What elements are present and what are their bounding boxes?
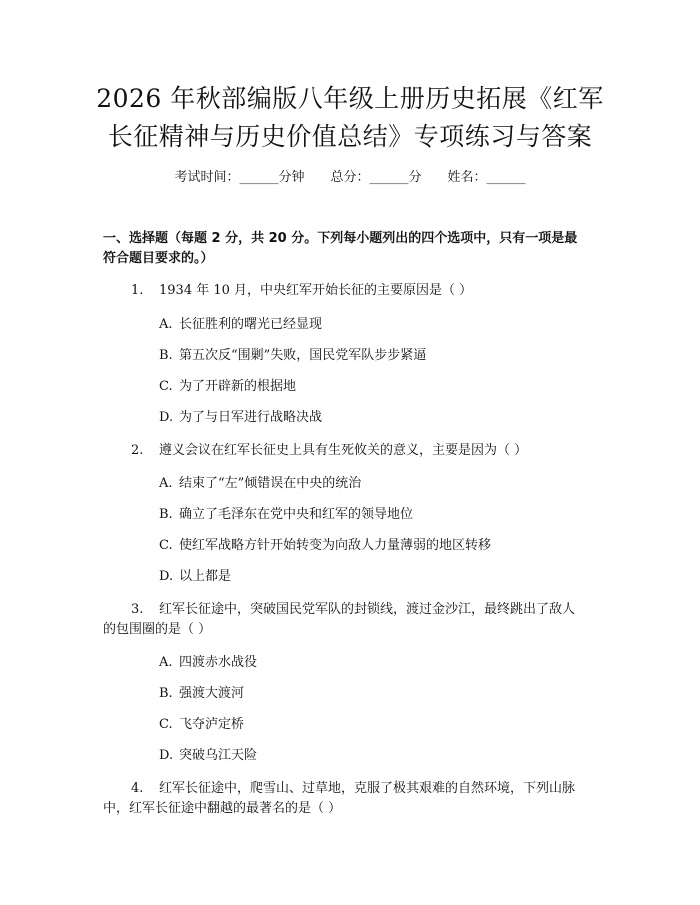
exam-info [0,168,700,188]
question-text: 1934 年 10 月，中央红军开始长征的主要原因是（ ） [159,283,473,298]
section-heading [103,229,603,269]
option-label: D. [159,748,174,763]
option-text: 为了与日军进行战略决战 [179,410,323,425]
option-text: 第五次反“围剿”失败，国民党军队步步紧逼 [179,348,427,363]
option-label: B. [159,507,173,522]
option-label: B. [159,686,173,701]
option-text: 四渡赤水战役 [179,655,258,670]
option-label: C. [159,538,173,553]
question-number: 3. [131,602,144,617]
option-text: 强渡大渡河 [179,686,245,701]
page-title-line-1: 2026 年秋部编版八年级上册历史拓展《红军 [96,84,604,113]
question-2-option-d [159,567,231,587]
option-label: C. [159,379,173,394]
question-text: 遵义会议在红军长征史上具有生死攸关的意义，主要是因为（ ） [159,443,528,458]
question-3-option-a [159,653,257,673]
section-heading-line-2: 符合题目要求的。） [103,251,214,266]
question-2-option-a [159,474,361,494]
option-text: 以上都是 [179,569,232,584]
option-text: 长征胜利的曙光已经显现 [179,317,323,332]
option-text: 确立了毛泽东在党中央和红军的领导地位 [179,507,414,522]
option-label: C. [159,717,173,732]
question-text: 红军长征途中，突破国民党军队的封锁线，渡过金沙江，最终跳出了敌人 [159,602,576,617]
section-heading-line-1: 一、选择题（每题 2 分，共 20 分。下列每小题列出的四个选项中，只有一项是最 [103,231,578,246]
option-text: 为了开辟新的根据地 [179,379,297,394]
question-number: 2. [131,443,144,458]
option-label: D. [159,569,174,584]
option-text: 飞夺泸定桥 [179,717,245,732]
question-1-option-a [159,315,322,335]
option-text: 使红军战略方针开始转变为向敌人力量薄弱的地区转移 [179,538,492,553]
exam-time: 考试时间：______分钟 [174,170,305,185]
question-1-option-b [159,346,426,366]
question-3-stem-line-2: 的包围圈的是（ ） [103,622,212,637]
question-3-option-d [159,746,257,766]
question-4-stem-line-2: 中，红军长征途中翻越的最著名的是（ ） [103,801,342,816]
question-1-option-c [159,377,296,397]
option-text: 结束了“左”倾错误在中央的统治 [179,476,362,491]
question-2-stem [131,441,527,461]
question-2-option-b [159,505,413,525]
exam-name: 姓名：______ [447,170,526,185]
question-4-stem-line-1 [131,779,575,799]
question-text: 红军长征途中，爬雪山、过草地，克服了极其艰难的自然环境，下列山脉 [159,781,576,796]
question-3-option-c [159,715,244,735]
option-label: A. [159,655,173,670]
question-number: 1. [131,283,144,298]
question-number: 4. [131,781,144,796]
option-text: 突破乌江天险 [179,748,258,763]
option-label: A. [159,476,173,491]
option-label: B. [159,348,173,363]
question-3-option-b [159,684,244,704]
option-label: D. [159,410,174,425]
exam-score: 总分：______分 [330,170,422,185]
question-2-option-c [159,536,491,556]
option-label: A. [159,317,173,332]
question-3-stem-line-1 [131,600,575,620]
question-1-stem [131,281,472,301]
page-title-line-2: 长征精神与历史价值总结》专项练习与答案 [107,122,593,151]
question-1-option-d [159,408,322,428]
